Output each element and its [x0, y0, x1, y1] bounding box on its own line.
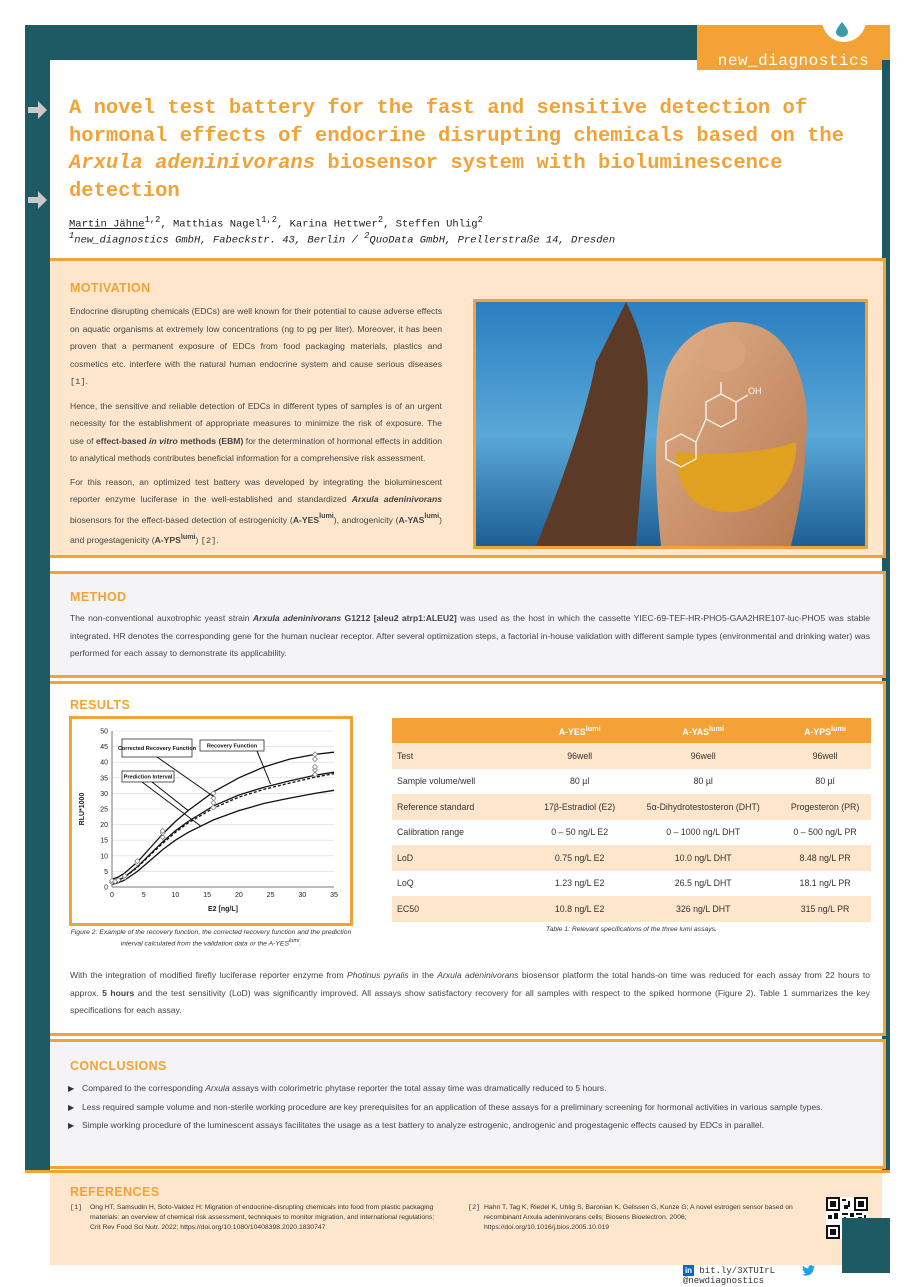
list-item: ▶ Simple working procedure of the luminescent assays facilitates the usage as a test battery to analyze estrogenic, androgenic and progestagenic effects caused by EDCs in parallel.: [68, 1117, 848, 1135]
x-axis-label: E2 [ng/L]: [208, 906, 238, 913]
y-tick-label: 40: [100, 759, 108, 767]
leader-line: [152, 782, 188, 811]
arrow-right-icon: [26, 188, 48, 212]
y-tick-label: 0: [104, 884, 108, 892]
photo-illustration: [476, 302, 865, 546]
table-cell: Test: [392, 743, 532, 769]
affiliations: $^1$new_diagnostics GmbH, Fabeckstr. 43, Berlin / $^2$QuoData GmbH, Prellerstraße 14, Dresden: [69, 231, 616, 247]
conclusions-list: [68, 1080, 848, 1136]
list-item: ▶ Less required sample volume and non-sterile working procedure are key prerequisites for an application of these assays for a preliminary screening for hormonal activities in various sample types.: [68, 1099, 848, 1117]
table-row: [392, 820, 871, 846]
footer: [683, 1265, 893, 1286]
annotation-corrected: Corrected Recovery Function: [117, 746, 197, 752]
specifications-table: [392, 718, 871, 922]
twitter-handle[interactable]: @newdiagnostics: [683, 1276, 765, 1286]
recovery-chart: [69, 716, 353, 926]
table-row: [392, 896, 871, 922]
table-row: [392, 794, 871, 820]
arrow-right-icon: [26, 98, 48, 122]
table-cell: 1.23 ng/L E2: [532, 871, 627, 897]
annotation-prediction: Prediction Interval: [123, 774, 173, 781]
table-cell: 80 µl: [779, 769, 871, 795]
svg-text:OH: OH: [748, 386, 762, 396]
method-section: [50, 571, 886, 678]
reference-item: [1] Ong HT, Samsudin H, Soto-Valdez H; Migration of endocrine-disrupting chemicals into food from plastic packaging materials: an overview of chemical risk assessment, techniques to monitor migration, and international regulations; Crit Rev Food Sci Nutr. 2022; https://doi.org/10.1080/10408398.2020.1830747: [70, 1204, 435, 1231]
table-cell: 26.5 ng/L DHT: [627, 871, 779, 897]
table-header-cell: $A-YES^{lumi}$: [532, 718, 627, 743]
table-cell: 0 – 1000 ng/L DHT: [627, 820, 779, 846]
authors: Martin Jähne$^{1,2}$, Matthias Nagel$^{1,2}$, Karina Hettwer$^2$, Steffen Uhlig$^2$: [69, 215, 483, 231]
triangle-bullet-icon: ▶: [68, 1121, 75, 1130]
linkedin-link[interactable]: bit.ly/3XTUIrL: [699, 1265, 776, 1276]
brand-name: new_diagnostics: [717, 52, 870, 70]
reference-item: [2] Hahn T, Tag K, Riedel K, Uhlig S, Baronian K, Gelissen G, Kunze G; A novel estrogen sensor based on recombinant Arxula adeninivorans cells; Biosens Bioelectron. 2006; https://doi.org/10.1016/j.bios.2005.10.019: [468, 1204, 793, 1231]
table-caption: Table 1: Relevant specifications of the three lumi assays.: [546, 926, 717, 933]
y-tick-label: 25: [100, 806, 108, 814]
section-title: RESULTS: [70, 698, 131, 712]
table-cell: 0 – 50 ng/L E2: [532, 820, 627, 846]
table-cell: 326 ng/L DHT: [627, 896, 779, 922]
left-frame-bar: [25, 60, 50, 1170]
table-cell: LoQ: [392, 871, 532, 897]
y-tick-label: 10: [100, 853, 108, 861]
series-line: [112, 772, 334, 882]
table-cell: LoD: [392, 845, 532, 871]
x-tick-label: 20: [234, 892, 243, 899]
results-text: With the integration of modified firefly luciferase reporter enzyme from Photinus pyralis in the Arxula adeninivorans biosensor platform the total hands-on time was reduced for each assay from 22 hours to approx. 5 hours and the test sensitivity (LoD) was significantly improved. All assays show satisfactory recovery for all samples with respect to the spiked hormone (Figure 2). Table 1 summarizes the key specifications for each assay.: [70, 970, 870, 1015]
motivation-section: [50, 258, 886, 558]
section-title: MOTIVATION: [70, 281, 151, 295]
x-tick-label: 15: [203, 892, 212, 899]
table-cell: Progesteron (PR): [779, 794, 871, 820]
annotation-recovery: Recovery Function: [206, 743, 258, 750]
data-point: [312, 764, 317, 769]
motivation-photo: [473, 299, 868, 549]
table-cell: 10.0 ng/L DHT: [627, 845, 779, 871]
x-tick-label: 25: [266, 892, 275, 899]
table-cell: 10.8 ng/L E2: [532, 896, 627, 922]
motivation-text: Endocrine disrupting chemicals (EDCs) are well known for their potential to cause adverse effects on aquatic organisms at extremely low concentrations (ng to pg per liter). Moreover, it has been proven that a permanent exposure of EDCs from food packaging materials, plastics and cosmetics etc. interfere with the natural human endocrine system and cause serious diseases [1]. Hence, the sensitive and reliable detection of EDCs in different types of samples is of an urgent necessity for the establishment of appropriate measures to minimize the risk of exposure. The use of effect-based in vitro methods (EBM) for the determination of hormonal effects in addition to analytical methods contributes beneficial information for a comprehensive risk assessment. For this reason, an optimized test battery was developed by integrating the bioluminescent reporter enzyme luciferase in the well-established and standardized Arxula adeninivorans biosensors for the effect-based detection of estrogenicity $(A-YES^{lumi})$, androgenicity $(A-YAS^{lumi})$ and progestagenicity $(A-YPS^{lumi})$ [2].: [70, 306, 443, 546]
triangle-bullet-icon: ▶: [68, 1084, 75, 1093]
y-tick-label: 50: [100, 728, 108, 736]
y-tick-label: 5: [104, 868, 108, 876]
poster-title: A novel test battery for the fast and sensitive detection of hormonal effects of endocrine disrupting chemicals based on the Arxula adeninivorans biosensor system with bioluminescence detection: [69, 97, 845, 203]
table-header-row: [392, 718, 871, 743]
table-row: [392, 769, 871, 795]
data-point: [312, 752, 317, 757]
table-cell: Reference standard: [392, 794, 532, 820]
y-tick-label: 15: [100, 837, 108, 845]
table-cell: 80 µl: [627, 769, 779, 795]
section-title: REFERENCES: [70, 1185, 160, 1199]
table-cell: 96well: [627, 743, 779, 769]
x-tick-label: 35: [330, 892, 338, 899]
y-axis-label: RLU*1000: [79, 792, 86, 826]
table-cell: Calibration range: [392, 820, 532, 846]
table-header-cell: [392, 718, 532, 743]
results-section: [50, 681, 886, 1036]
section-title: METHOD: [70, 590, 127, 604]
table-header-cell: $A-YPS^{lumi}$: [779, 718, 871, 743]
table-row: [392, 845, 871, 871]
method-text: The non-conventional auxotrophic yeast strain Arxula adeninivorans G1212 [aleu2 atrp1:ALEU2] was used as the host in which the cassette YIEC-69-TEF-HR-PHO5-GAA2HRE107-luc-PHO5 was stable integrated. HR denotes the corresponding gene for the human nuclear receptor. After several optimization steps, a factorial in-house validation with different sample types (environmental and drinking water) was performed for each assay to demonstrate its applicability.: [70, 613, 870, 658]
series-line: [112, 774, 334, 883]
section-title: CONCLUSIONS: [70, 1059, 167, 1073]
y-tick-label: 30: [100, 790, 108, 798]
y-tick-label: 45: [100, 744, 108, 752]
x-tick-label: 5: [141, 892, 146, 899]
x-tick-label: 0: [110, 892, 114, 899]
table-cell: 17β-Estradiol (E2): [532, 794, 627, 820]
conclusions-section: [50, 1039, 886, 1169]
list-item: ▶ Compared to the corresponding Arxula assays with colorimetric phytase reporter the total assay time was dramatically reduced to 5 hours.: [68, 1080, 848, 1098]
x-tick-label: 30: [298, 892, 307, 899]
table-header-cell: $A-YAS^{lumi}$: [627, 718, 779, 743]
table-cell: EC50: [392, 896, 532, 922]
table-cell: 80 µl: [532, 769, 627, 795]
table-cell: 18.1 ng/L PR: [779, 871, 871, 897]
table-cell: 0.75 ng/L E2: [532, 845, 627, 871]
table-cell: 96well: [779, 743, 871, 769]
water-drop-icon: [836, 22, 848, 37]
x-tick-label: 10: [171, 892, 180, 899]
leader-line: [142, 782, 201, 826]
chart-canvas: [72, 719, 350, 923]
table-cell: 0 – 500 ng/L PR: [779, 820, 871, 846]
triangle-bullet-icon: ▶: [68, 1102, 75, 1112]
table-cell: 5α-Dihydrotestosteron (DHT): [627, 794, 779, 820]
twitter-icon[interactable]: [802, 1265, 815, 1276]
linkedin-icon[interactable]: in: [684, 1266, 693, 1275]
y-tick-label: 20: [100, 822, 108, 830]
table-cell: 8.48 ng/L PR: [779, 845, 871, 871]
table-row: [392, 743, 871, 769]
references-section: [50, 1173, 882, 1265]
y-tick-label: 35: [100, 775, 108, 783]
figure-caption: Figure 2: Example of the recovery function, the corrected recovery function and the prediction interval calculated from the validation data or the $A-YES^{lumi}$.: [70, 929, 352, 948]
leader-line: [257, 751, 271, 784]
table-cell: 96well: [532, 743, 627, 769]
table-cell: 315 ng/L PR: [779, 896, 871, 922]
table-row: [392, 871, 871, 897]
table-cell: Sample volume/well: [392, 769, 532, 795]
